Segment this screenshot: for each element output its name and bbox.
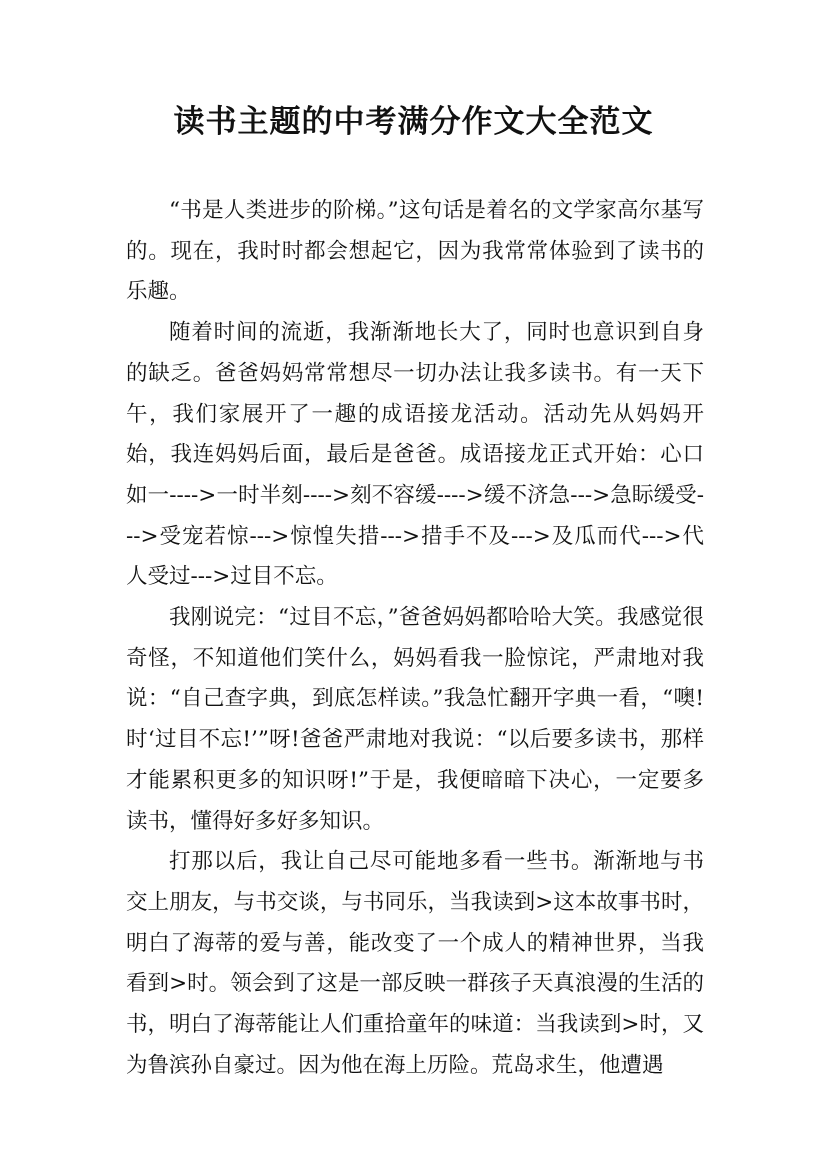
paragraph: “书是人类进步的阶梯。”这句话是着名的文学家高尔基写的。现在，我时时都会想起它，因为我常常体验到了读书的乐趣。 (126, 198, 704, 305)
paragraph: 我刚说完：“过目不忘，”爸爸妈妈都哈哈大笑。我感觉很奇怪，不知道他们笑什么，妈妈看我一脸惊诧，严肃地对我说：“自己查字典，到底怎样读。”我急忙翻开字典一看，“噢!时‘过目不忘!’”呀!爸爸严肃地对我说：“以后要多读书，那样才能累积更多的知识呀!”于是，我便暗暗下决心，一定要多读书，懂得好多好多知识。 (126, 605, 704, 834)
paragraph: 随着时间的流逝，我渐渐地长大了，同时也意识到自身的缺乏。爸爸妈妈常常想尽一切办法让我多读书。有一天下午，我们家展开了一趣的成语接龙活动。活动先从妈妈开始，我连妈妈后面，最后是爸爸。成语接龙正式开始：心口如一---->一时半刻---->刻不容缓---->缓不济急--->急眎缓受--->受宠若惊--->惊惶失措--->措手不及--->及瓜而代--->代人受过--->过目不忘。 (126, 320, 704, 590)
document-body (126, 191, 704, 1086)
document-title: 读书主题的中考满分作文大全范文 (173, 104, 654, 140)
paragraph: 打那以后，我让自己尽可能地多看一些书。渐渐地与书交上朋友，与书交谈，与书同乐，当我读到>这本故事书时，明白了海蒂的爱与善，能改变了一个成人的精神世界，当我看到>时。领会到了这是一部反映一群孩子天真浪漫的生活的书，明白了海蒂能让人们重拾童年的味道：当我读到>时，又为鲁滨孙自豪过。因为他在海上历险。荒岛求生，他遭遇 (126, 849, 704, 1078)
